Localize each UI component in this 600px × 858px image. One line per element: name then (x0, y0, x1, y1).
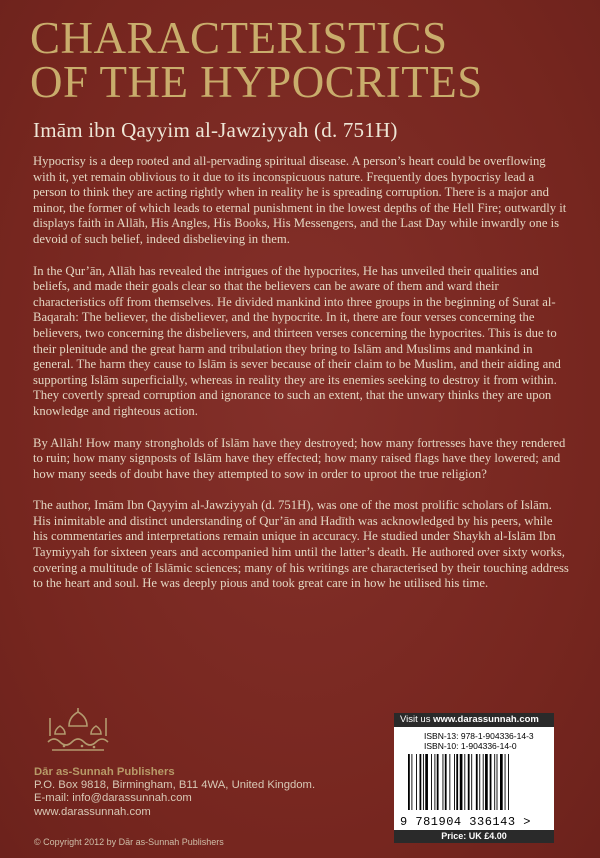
barcode-bar (434, 754, 435, 810)
publisher-website: www.darassunnah.com (34, 805, 151, 818)
mosque-calligraphy-logo-icon (38, 706, 118, 756)
publisher-name: Dār as-Sunnah Publishers (34, 766, 175, 778)
barcode-bar (460, 754, 463, 810)
visit-prefix: Visit us (400, 714, 431, 725)
barcode-bar (464, 754, 465, 810)
isbn-10: ISBN-10: 1-904336-14-0 (424, 741, 517, 751)
book-title (30, 13, 590, 107)
publisher-address: P.O. Box 9818, Birmingham, B11 4WA, United Kingdom. (34, 779, 316, 792)
barcode-bar (449, 754, 450, 810)
barcode-bar (431, 754, 432, 810)
barcode-bar (485, 754, 488, 810)
barcode-bar (454, 754, 455, 810)
blurb (33, 154, 569, 608)
visit-url: www.darassunnah.com (433, 714, 539, 725)
author-name: Imām ibn Qayyim al-Jawziyyah (d. 751H) (33, 118, 398, 142)
barcode-bar (508, 754, 509, 810)
barcode-bar (468, 754, 470, 810)
barcode-bar (494, 754, 495, 810)
barcode-bar (490, 754, 492, 810)
barcode-bar (471, 754, 472, 810)
copyright-notice: © Copyright 2012 by Dār as-Sunnah Publishers (34, 837, 224, 847)
barcode-digits: 9 781904 336143 > (400, 815, 531, 829)
book-title-line-1: CHARACTERISTICS (30, 13, 448, 63)
barcode-bar (497, 754, 498, 810)
barcode-bar (416, 754, 417, 810)
barcode-bar (425, 754, 428, 810)
blurb-paragraph: In the Qur’ān, Allāh has revealed the intrigues of the hypocrites, He has unveiled their qualities and beliefs, and made their goals clear so that the believers can be aware of them and ward their characteristics off from themselves. He divided mankind into three groups in the beginning of Surat al-Baqarah: The believer, the disbeliever, and the hypocrite. In it, there are four verses concerning the believers, two concerning the disbelievers, and thirteen verses concerning the hypocrites. This is due to their plenitude and the great harm and tribulation they bring to Islām and Muslims and mankind in general. The harm they cause to Islām is sever because of their claim to be Muslim, and their aiding and supporting Islām superficially, whereas in reality they are its enemies seeking to destroy it from within. They covertly spread corruption and ignorance to such an extent, that the unwary thinks they are upon knowledge and righteous action. (33, 263, 561, 418)
barcode-bar (408, 754, 410, 810)
barcode-bar (420, 754, 422, 810)
barcode-bar (476, 754, 478, 810)
barcode-icon (406, 754, 546, 810)
barcode-bar (443, 754, 444, 810)
isbn-barcode-panel (394, 713, 554, 843)
barcode-bar (411, 754, 412, 810)
barcode-bar (445, 754, 447, 810)
blurb-paragraph: By Allāh! How many strongholds of Islām have they destroyed; how many fortresses have they rendered to ruin; how many signposts of Islām have they effected; how many raised flags have they lowered; and how many seeds of doubt have they attempted to sow in order to uproot the true religion? (33, 435, 566, 481)
barcode-bar (423, 754, 424, 810)
price-tag: Price: UK £4.00 (394, 830, 554, 843)
blurb-paragraph: The author, Imām Ibn Qayyim al-Jawziyyah (d. 751H), was one of the most prolific scholars of Islām. His inimitable and distinct understanding of Qur’ān and Hadīth was acknowledged by his peers, while his commentaries and interpretations remain unique in accuracy. He studied under Shaykh al-Islām Ibn Taymiyyah for sixteen years and accompanied him until the latter’s death. He authored over sixty works, covering a multitude of Islāmic sciences; many of his writings are characterised by their touching address to the heart and soul. He was deeply pious and took great care in how he utilised his time. (33, 498, 569, 591)
barcode-bar (456, 754, 458, 810)
barcode-bar (483, 754, 484, 810)
visit-banner (394, 713, 554, 727)
publisher-info (34, 766, 364, 819)
barcode-bar (505, 754, 506, 810)
isbn-13: ISBN-13: 978-1-904336-14-3 (424, 731, 534, 741)
barcode-bar (437, 754, 439, 810)
book-title-line-2: OF THE HYPOCRITES (30, 57, 483, 107)
publisher-email: E-mail: info@darassunnah.com (34, 792, 192, 805)
barcode-bar (500, 754, 503, 810)
barcode-bar (479, 754, 480, 810)
blurb-paragraph: Hypocrisy is a deep rooted and all-pervading spiritual disease. A person’s heart could be overflowing with it, yet remain oblivious to it due to its inconspicuous nature. Frequently does hypocrisy lead a person to think they are acting rightly when in reality he is spreading corruption. There is a major and minor, the former of which leads to eternal punishment in the lowest depths of the Hell Fire; outwardly it displays faith in Allāh, His Angles, His Books, His Messengers, and the Last Day while inwardly one is devoid of such belief, indeed disbelieving in them. (33, 154, 567, 246)
